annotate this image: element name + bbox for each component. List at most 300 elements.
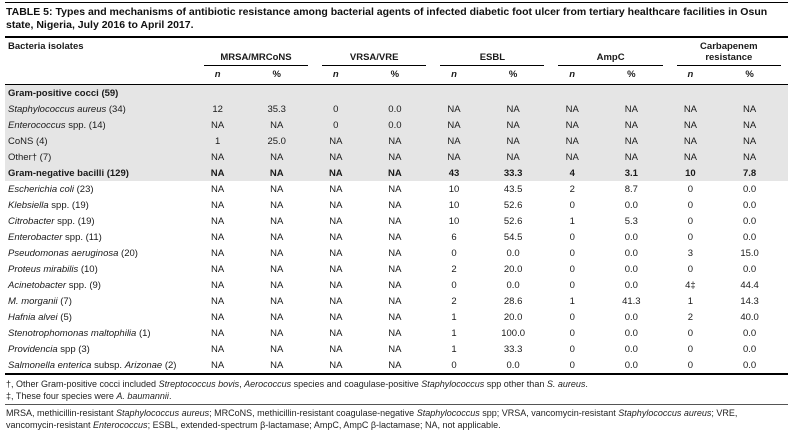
n-value: NA xyxy=(551,117,592,133)
bacteria-isolate-name xyxy=(5,133,197,149)
table-row xyxy=(5,293,788,309)
n-value: 0 xyxy=(315,117,356,133)
n-value: NA xyxy=(197,149,238,165)
n-value: NA xyxy=(329,231,343,243)
n-value: NA xyxy=(433,149,474,165)
n-value xyxy=(197,85,238,102)
text-segment: spp. (19) xyxy=(48,199,89,211)
n-value: NA xyxy=(329,183,343,195)
n-value xyxy=(551,85,592,102)
text-segment: , xyxy=(239,379,245,390)
percent-value: 0.0 xyxy=(742,327,757,339)
organism-name: Proteus mirabilis xyxy=(8,263,79,275)
n-value: 0 xyxy=(569,343,575,355)
percent-value: 20.0 xyxy=(503,311,523,323)
text-segment: spp (3) xyxy=(57,343,90,355)
n-value: 0 xyxy=(569,327,575,339)
n-value: 2 xyxy=(451,263,457,275)
n-value: 0 xyxy=(687,263,694,275)
percent-value xyxy=(593,85,670,102)
percent-value: NA xyxy=(357,133,434,149)
n-value: 12 xyxy=(197,101,238,117)
percent-value: NA xyxy=(388,359,402,371)
percent-value: NA xyxy=(711,133,788,149)
n-value: 1 xyxy=(687,295,694,307)
n-value: 4 xyxy=(551,165,592,181)
n-value: NA xyxy=(211,311,225,323)
percent-value: NA xyxy=(388,279,402,291)
bacteria-isolate-name xyxy=(5,357,197,374)
column-header-n: n xyxy=(670,66,711,85)
percent-value: NA xyxy=(475,149,552,165)
n-value: NA xyxy=(551,101,592,117)
percent-value: 0.0 xyxy=(357,101,434,117)
percent-value: NA xyxy=(357,149,434,165)
organism-name: Enterococcus xyxy=(8,119,66,131)
column-header-n: n xyxy=(551,66,592,85)
table-row xyxy=(5,357,788,374)
n-value: NA xyxy=(197,165,238,181)
group-label: ESBL xyxy=(440,52,544,66)
n-value: NA xyxy=(315,165,356,181)
organism-name: Enterococcus xyxy=(93,420,148,431)
text-segment: spp other than xyxy=(484,379,547,390)
n-value: NA xyxy=(211,359,225,371)
table-title xyxy=(5,2,788,38)
bacteria-isolate-name xyxy=(5,277,197,293)
group-label: MRSA/MRCoNS xyxy=(204,52,308,66)
percent-value: 5.3 xyxy=(624,215,638,227)
text-segment: Other† (7) xyxy=(8,151,52,163)
text-segment: (1) xyxy=(136,327,151,339)
n-value: 0 xyxy=(451,279,457,291)
percent-value: NA xyxy=(388,231,402,243)
table-row xyxy=(5,309,788,325)
organism-name: Pseudomonas aeruginosa xyxy=(8,247,119,259)
text-segment: (20) xyxy=(118,247,138,259)
percent-value: 35.3 xyxy=(238,101,315,117)
organism-name: S. aureus xyxy=(546,379,586,390)
n-value: 2 xyxy=(687,311,694,323)
n-value: NA xyxy=(315,149,356,165)
n-value: 1 xyxy=(569,215,575,227)
n-value: NA xyxy=(433,117,474,133)
table-body xyxy=(5,85,788,375)
percent-value: 0.0 xyxy=(742,183,757,195)
column-header-percent: % xyxy=(357,66,434,85)
n-value: 0 xyxy=(687,183,694,195)
column-group-mrsa-mrcons xyxy=(197,38,315,66)
organism-name: Staphylococcus aureus xyxy=(8,103,107,115)
text-segment: spp. (9) xyxy=(66,279,101,291)
bacteria-isolate-name xyxy=(5,341,197,357)
n-value: NA xyxy=(211,343,225,355)
percent-value: 0.0 xyxy=(742,359,757,371)
table-number: TABLE 5: xyxy=(6,6,53,18)
percent-value: 52.6 xyxy=(503,199,523,211)
text-segment: Gram-positive cocci (59) xyxy=(8,87,119,99)
percent-value: 14.3 xyxy=(740,295,759,307)
table-row xyxy=(5,261,788,277)
n-value: 0 xyxy=(569,359,575,371)
group-header-row xyxy=(5,38,788,66)
table-row xyxy=(5,133,788,149)
text-segment: ; VRE, vancomycin-resistant xyxy=(6,408,738,431)
n-value: NA xyxy=(329,263,343,275)
n-value: 3 xyxy=(687,247,694,259)
n-value: 0 xyxy=(569,279,575,291)
percent-value: NA xyxy=(388,263,402,275)
organism-name: A. baumannii xyxy=(116,391,169,402)
percent-value: NA xyxy=(711,149,788,165)
n-value: NA xyxy=(551,133,592,149)
percent-value: 0.0 xyxy=(624,327,638,339)
footnote xyxy=(5,378,788,390)
percent-value: 0.0 xyxy=(506,279,520,291)
n-value: 2 xyxy=(569,183,575,195)
table-row xyxy=(5,197,788,213)
organism-name: Arizonae xyxy=(124,359,163,371)
n-value: 0 xyxy=(687,359,694,371)
percent-value: NA xyxy=(238,149,315,165)
percent-value: 33.3 xyxy=(475,165,552,181)
percent-value: NA xyxy=(270,263,284,275)
bacteria-isolate-name xyxy=(5,229,197,245)
percent-value: NA xyxy=(388,343,402,355)
bacteria-isolate-name xyxy=(5,245,197,261)
table-row xyxy=(5,245,788,261)
percent-value: NA xyxy=(593,101,670,117)
percent-value: NA xyxy=(593,117,670,133)
n-value: 0 xyxy=(687,199,694,211)
n-value: NA xyxy=(433,101,474,117)
resistance-table xyxy=(5,38,788,375)
percent-value: 15.0 xyxy=(740,247,759,259)
table-row xyxy=(5,101,788,117)
n-value: 0 xyxy=(569,247,575,259)
n-value: NA xyxy=(670,101,711,117)
percent-value: 0.0 xyxy=(624,263,638,275)
text-segment: spp. (11) xyxy=(62,231,102,243)
percent-value xyxy=(711,85,788,102)
n-value: 0 xyxy=(315,101,356,117)
percent-value: NA xyxy=(238,117,315,133)
percent-value: 0.0 xyxy=(742,231,757,243)
percent-value: NA xyxy=(711,117,788,133)
percent-value: 0.0 xyxy=(357,117,434,133)
percent-value: 8.7 xyxy=(624,183,638,195)
percent-value: NA xyxy=(270,215,284,227)
table-row xyxy=(5,165,788,181)
percent-value: NA xyxy=(270,231,284,243)
n-value: NA xyxy=(211,231,225,243)
percent-value: 0.0 xyxy=(624,311,638,323)
bacteria-isolate-name xyxy=(5,213,197,229)
organism-name: M. morganii xyxy=(8,295,58,307)
column-header-percent: % xyxy=(238,66,315,85)
n-value: NA xyxy=(211,295,225,307)
text-segment: spp. (19) xyxy=(54,215,95,227)
text-segment: (5) xyxy=(57,311,72,323)
table-row xyxy=(5,213,788,229)
organism-name: Staphylococcus aureus xyxy=(618,408,712,419)
table-caption: Types and mechanisms of antibiotic resistance among bacterial agents of infected diabetic foot ulcer from tertiary healthcare facilities in Osun state, Nigeria, July 2016 to April 2017. xyxy=(6,6,768,32)
percent-value: 0.0 xyxy=(742,343,757,355)
n-value xyxy=(433,85,474,102)
n-value: 0 xyxy=(569,311,575,323)
percent-value: 0.0 xyxy=(624,343,638,355)
organism-name: Escherichia coli xyxy=(8,183,74,195)
group-label: AmpC xyxy=(558,52,662,66)
column-header-n: n xyxy=(315,66,356,85)
n-value: 43 xyxy=(433,165,474,181)
percent-value: 54.5 xyxy=(503,231,523,243)
percent-value: 0.0 xyxy=(742,199,757,211)
n-value: NA xyxy=(211,279,225,291)
percent-value: NA xyxy=(270,311,284,323)
organism-name: Salmonella enterica xyxy=(8,359,92,371)
column-header-n: n xyxy=(197,66,238,85)
bacteria-isolate-name xyxy=(5,325,197,341)
percent-value: NA xyxy=(388,311,402,323)
abbreviations xyxy=(5,407,788,431)
n-value: NA xyxy=(211,327,225,339)
organism-name: Staphylococcus xyxy=(421,379,485,390)
footnotes xyxy=(5,378,788,402)
percent-value: NA xyxy=(270,359,284,371)
n-value: NA xyxy=(329,343,343,355)
n-value: NA xyxy=(211,263,225,275)
column-header-bacteria-isolates: Bacteria isolates xyxy=(5,38,197,85)
organism-name: Klebsiella xyxy=(8,199,49,211)
column-group-carbapenem xyxy=(670,38,788,66)
text-segment: ‡, These four species were xyxy=(6,391,117,402)
n-value: 1 xyxy=(197,133,238,149)
organism-name: Staphylococcus aureus xyxy=(116,408,210,419)
n-value: 0 xyxy=(451,359,457,371)
n-value: 10 xyxy=(448,215,460,227)
bacteria-isolate-name xyxy=(5,261,197,277)
percent-value: 41.3 xyxy=(622,295,641,307)
n-value: 0 xyxy=(569,231,575,243)
table-row xyxy=(5,181,788,197)
bacteria-isolate-name xyxy=(5,197,197,213)
n-value: 2 xyxy=(451,295,457,307)
bacteria-isolate-name xyxy=(5,85,197,102)
percent-value: NA xyxy=(270,343,284,355)
percent-value: NA xyxy=(388,199,402,211)
n-value: 0 xyxy=(687,215,694,227)
organism-name: Acinetobacter xyxy=(8,279,67,291)
n-value: 0 xyxy=(687,231,694,243)
percent-value: NA xyxy=(270,183,284,195)
n-value: 0 xyxy=(687,343,694,355)
percent-value xyxy=(475,85,552,102)
n-value: NA xyxy=(329,359,343,371)
column-header-percent: % xyxy=(711,66,788,85)
percent-value: NA xyxy=(475,117,552,133)
n-value: 10 xyxy=(448,183,460,195)
column-group-esbl xyxy=(433,38,551,66)
organism-name: Streptococcus bovis xyxy=(158,379,240,390)
organism-name: Citrobacter xyxy=(8,215,55,227)
text-segment: . xyxy=(585,379,588,390)
percent-value: NA xyxy=(238,165,315,181)
text-segment: (10) xyxy=(78,263,98,275)
text-segment: ; MRCoNS, methicillin-resistant coagulase-negative xyxy=(209,408,417,419)
text-segment: CoNS (4) xyxy=(8,135,48,147)
n-value: NA xyxy=(329,295,343,307)
n-value: NA xyxy=(329,215,343,227)
n-value: 0 xyxy=(687,327,694,339)
percent-value: 0.0 xyxy=(506,359,520,371)
percent-value: NA xyxy=(270,295,284,307)
bacteria-isolate-name xyxy=(5,165,197,181)
n-value: 4‡ xyxy=(685,279,696,291)
organism-name: Hafnia alvei xyxy=(8,311,58,323)
n-value: NA xyxy=(329,311,343,323)
n-value: NA xyxy=(197,117,238,133)
n-value: NA xyxy=(670,149,711,165)
n-value: NA xyxy=(211,247,225,259)
percent-value: 52.6 xyxy=(503,215,523,227)
percent-value: NA xyxy=(475,101,552,117)
text-segment: subsp. xyxy=(91,359,125,371)
n-value: 1 xyxy=(569,295,575,307)
percent-value: 33.3 xyxy=(503,343,523,355)
text-segment: MRSA, methicillin-resistant xyxy=(6,408,117,419)
percent-value: NA xyxy=(475,133,552,149)
text-segment: †, Other Gram-positive cocci included xyxy=(6,379,159,390)
table-row xyxy=(5,325,788,341)
n-value: NA xyxy=(551,149,592,165)
percent-value: NA xyxy=(270,327,284,339)
n-value: NA xyxy=(329,327,343,339)
percent-value: 3.1 xyxy=(593,165,670,181)
organism-name: Stenotrophomonas maltophilia xyxy=(8,327,137,339)
percent-value: 20.0 xyxy=(503,263,523,275)
table-row xyxy=(5,277,788,293)
n-value xyxy=(315,85,356,102)
n-value: 6 xyxy=(451,231,457,243)
group-label: Carbapenem resistance xyxy=(677,41,781,66)
percent-value: NA xyxy=(388,295,402,307)
percent-value: NA xyxy=(270,199,284,211)
percent-value: 28.6 xyxy=(503,295,523,307)
n-value: 10 xyxy=(448,199,460,211)
organism-name: Providencia xyxy=(8,343,58,355)
bacteria-isolate-name xyxy=(5,293,197,309)
text-segment: (23) xyxy=(74,183,94,195)
percent-value: 0.0 xyxy=(506,247,520,259)
text-segment: ; ESBL, extended-spectrum β-lactamase; AmpC, AmpC β-lactamase; NA, not applicable. xyxy=(147,420,501,431)
column-header-n: n xyxy=(433,66,474,85)
n-value: NA xyxy=(670,117,711,133)
bacteria-isolate-name xyxy=(5,117,197,133)
percent-value: NA xyxy=(388,215,402,227)
table-row xyxy=(5,149,788,165)
percent-value: NA xyxy=(270,279,284,291)
percent-value: 100.0 xyxy=(501,327,525,339)
percent-value: NA xyxy=(357,165,434,181)
n-value: NA xyxy=(211,199,225,211)
percent-value: NA xyxy=(388,327,402,339)
percent-value: 0.0 xyxy=(624,231,638,243)
percent-value xyxy=(357,85,434,102)
table-row xyxy=(5,117,788,133)
n-value: 0 xyxy=(569,263,575,275)
text-segment: (7) xyxy=(57,295,72,307)
table-row xyxy=(5,85,788,102)
n-value: NA xyxy=(433,133,474,149)
footnote xyxy=(5,390,788,402)
percent-value: NA xyxy=(593,133,670,149)
column-group-ampc xyxy=(551,38,669,66)
percent-value: 43.5 xyxy=(503,183,523,195)
organism-name: Aerococcus xyxy=(244,379,292,390)
text-segment: (34) xyxy=(106,103,126,115)
bacteria-isolate-name xyxy=(5,309,197,325)
percent-value: NA xyxy=(388,247,402,259)
n-value: NA xyxy=(211,215,225,227)
percent-value: 0.0 xyxy=(742,263,757,275)
n-value: NA xyxy=(670,133,711,149)
bacteria-isolate-name xyxy=(5,181,197,197)
text-segment: (2) xyxy=(162,359,177,371)
column-group-vrsa-vre xyxy=(315,38,433,66)
text-segment: species and coagulase-positive xyxy=(291,379,422,390)
n-value xyxy=(670,85,711,102)
n-value: 1 xyxy=(451,343,457,355)
table-row xyxy=(5,341,788,357)
percent-value: NA xyxy=(270,247,284,259)
text-segment: spp; VRSA, vancomycin-resistant xyxy=(479,408,619,419)
percent-value: 40.0 xyxy=(740,311,759,323)
percent-value: NA xyxy=(711,101,788,117)
footnote-separator xyxy=(5,404,788,405)
n-value: 0 xyxy=(451,247,457,259)
percent-value: 44.4 xyxy=(740,279,759,291)
text-segment: Gram-negative bacilli (129) xyxy=(8,167,129,179)
percent-value: 0.0 xyxy=(624,279,638,291)
percent-value xyxy=(238,85,315,102)
n-value: NA xyxy=(211,183,225,195)
text-segment: spp. (14) xyxy=(65,119,106,131)
percent-value: 0.0 xyxy=(742,215,757,227)
text-segment: . xyxy=(168,391,172,402)
n-value: NA xyxy=(329,279,343,291)
organism-name: Staphylococcus xyxy=(416,408,480,419)
n-value: 1 xyxy=(451,311,457,323)
n-value: 1 xyxy=(451,327,457,339)
group-label: VRSA/VRE xyxy=(322,52,426,66)
percent-value: 0.0 xyxy=(624,359,638,371)
n-value: 0 xyxy=(569,199,575,211)
percent-value: 0.0 xyxy=(624,199,638,211)
table-row xyxy=(5,229,788,245)
n-value: NA xyxy=(329,199,343,211)
bacteria-isolate-name xyxy=(5,101,197,117)
percent-value: NA xyxy=(388,183,402,195)
percent-value: 25.0 xyxy=(238,133,315,149)
column-header-percent: % xyxy=(593,66,670,85)
n-value: 10 xyxy=(670,165,711,181)
column-header-percent: % xyxy=(475,66,552,85)
percent-value: NA xyxy=(593,149,670,165)
n-value: NA xyxy=(315,133,356,149)
bacteria-isolate-name xyxy=(5,149,197,165)
n-value: NA xyxy=(329,247,343,259)
